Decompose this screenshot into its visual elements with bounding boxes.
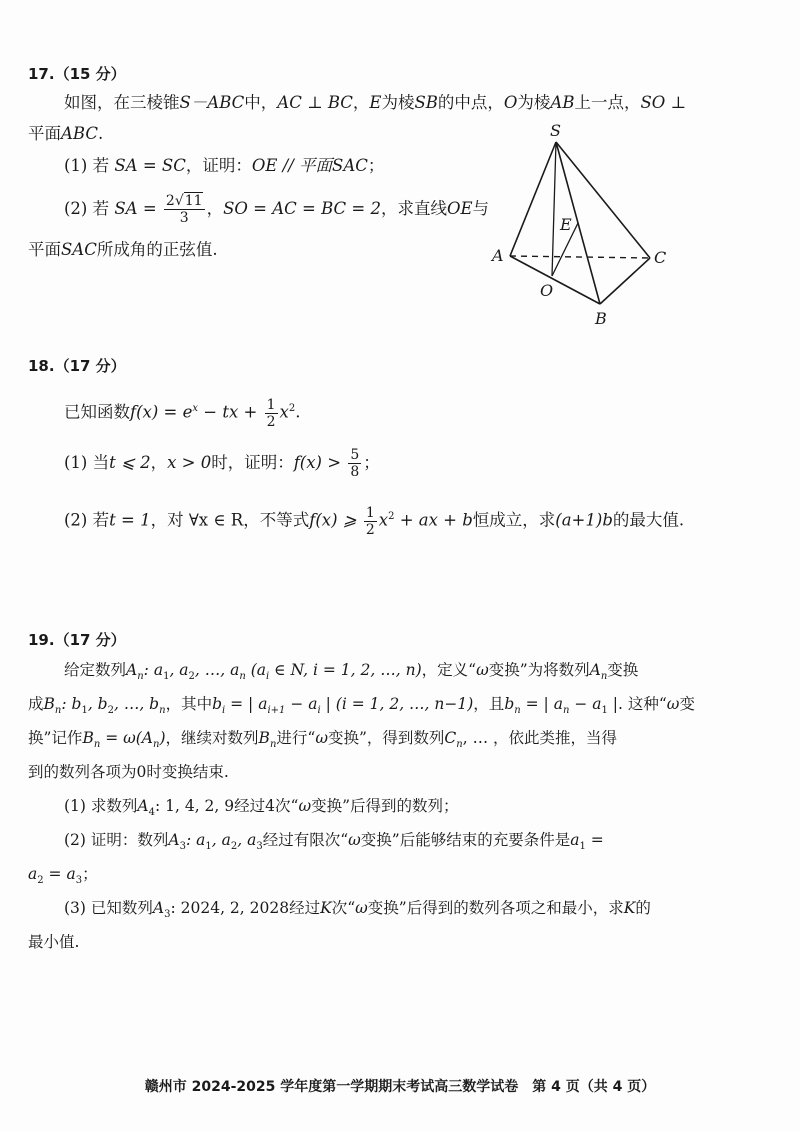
pyramid-figure: [480, 118, 680, 330]
edge-SC: [556, 142, 650, 258]
q17-heading: 17.（15 分）: [28, 65, 126, 83]
q17-intro-cont: 平面ABC.: [28, 124, 104, 143]
q19-line4: 到的数列各项为0时变换结束.: [28, 763, 229, 781]
q18-part1: (1) 当t ⩽ 2，x > 0时，证明：f(x) > $\frac{5}{8}$ ；: [64, 447, 380, 480]
label-B: B: [595, 309, 607, 328]
edge-AB: [510, 256, 600, 304]
q18-part2: (2) 若t = 1，对 ∀x ∈ R，不等式f(x) ⩾ $\frac{1}{2}$ $x^2$ + ax + b恒成立，求(a+1)b的最大值.: [64, 504, 685, 538]
q19-line1: 给定数列$A_n$: $a_1$, $a_2$, …, $a_n$ ($a_i$ ∈ N, i = 1, 2, …, n)，定义“ω变换”为将数列$A_n$变换: [64, 661, 639, 683]
q18-heading: 18.（17 分）: [28, 357, 126, 375]
q17-part1: (1) 若 SA = SC，证明：OE // 平面SAC；: [64, 156, 385, 175]
q19-part2-cont: $a_2 = a_3$；: [28, 865, 98, 887]
page-footer: 赣州市 2024-2025 学年度第一学期期末考试高三数学试卷 第 4 页（共 4 页）: [144, 1079, 656, 1095]
q17-part2: (2) 若 SA = $\frac{2√11}{3}$ ，SO = AC = BC = 2，求直线OE与: [64, 193, 490, 226]
q19-part3-cont: 最小值.: [28, 933, 80, 951]
q19-line3: 换”记作$B_n = \omega(A_n)$，继续对数列$B_n$进行“ω变换”，得到数列$C_n$, … ，依此类推，当得: [28, 729, 618, 751]
label-C: C: [654, 248, 667, 267]
edge-SA: [510, 142, 556, 256]
label-A: A: [492, 246, 504, 265]
q19-part2: (2) 证明：数列$A_3$: $a_1$, $a_2$, $a_3$经过有限次“ω变换”后能够结束的充要条件是$a_1$ =: [64, 831, 604, 853]
q19-part3: (3) 已知数列$A_3$: 2024, 2, 2028经过K次“ω变换”后得到的数列各项之和最小，求K的: [64, 899, 651, 921]
label-S: S: [550, 121, 561, 140]
edge-BC: [600, 258, 650, 304]
q19-part1: (1) 求数列$A_4$: 1, 4, 2, 9经过4次“ω变换”后得到的数列；: [64, 797, 459, 819]
edge-AC-hidden: [510, 256, 650, 258]
q19-line2: 成$B_n$: $b_1$, $b_2$, …, $b_n$，其中$b_i$ = | $a_{i+1} - a_i$ | (i = 1, 2, …, n−1)，且$b_n$ = | $a_n - a_1$ |. 这种“ω变: [28, 695, 695, 717]
label-O: O: [540, 281, 554, 300]
q17-part2-cont: 平面SAC所成角的正弦值.: [28, 240, 218, 259]
q17-intro: 如图，在三棱锥S－ABC中，AC ⊥ BC，E为棱SB的中点，O为棱AB上一点，SO ⊥: [64, 93, 687, 112]
q17-fraction: $\frac{2√11}{3}$: [165, 193, 203, 226]
label-E: E: [560, 215, 572, 234]
q18-intro: 已知函数$f(x) = e^x$ − tx + $\frac{1}{2}$ $x^2$.: [64, 396, 301, 430]
segment-SO: [552, 142, 556, 276]
q19-heading: 19.（17 分）: [28, 631, 126, 649]
